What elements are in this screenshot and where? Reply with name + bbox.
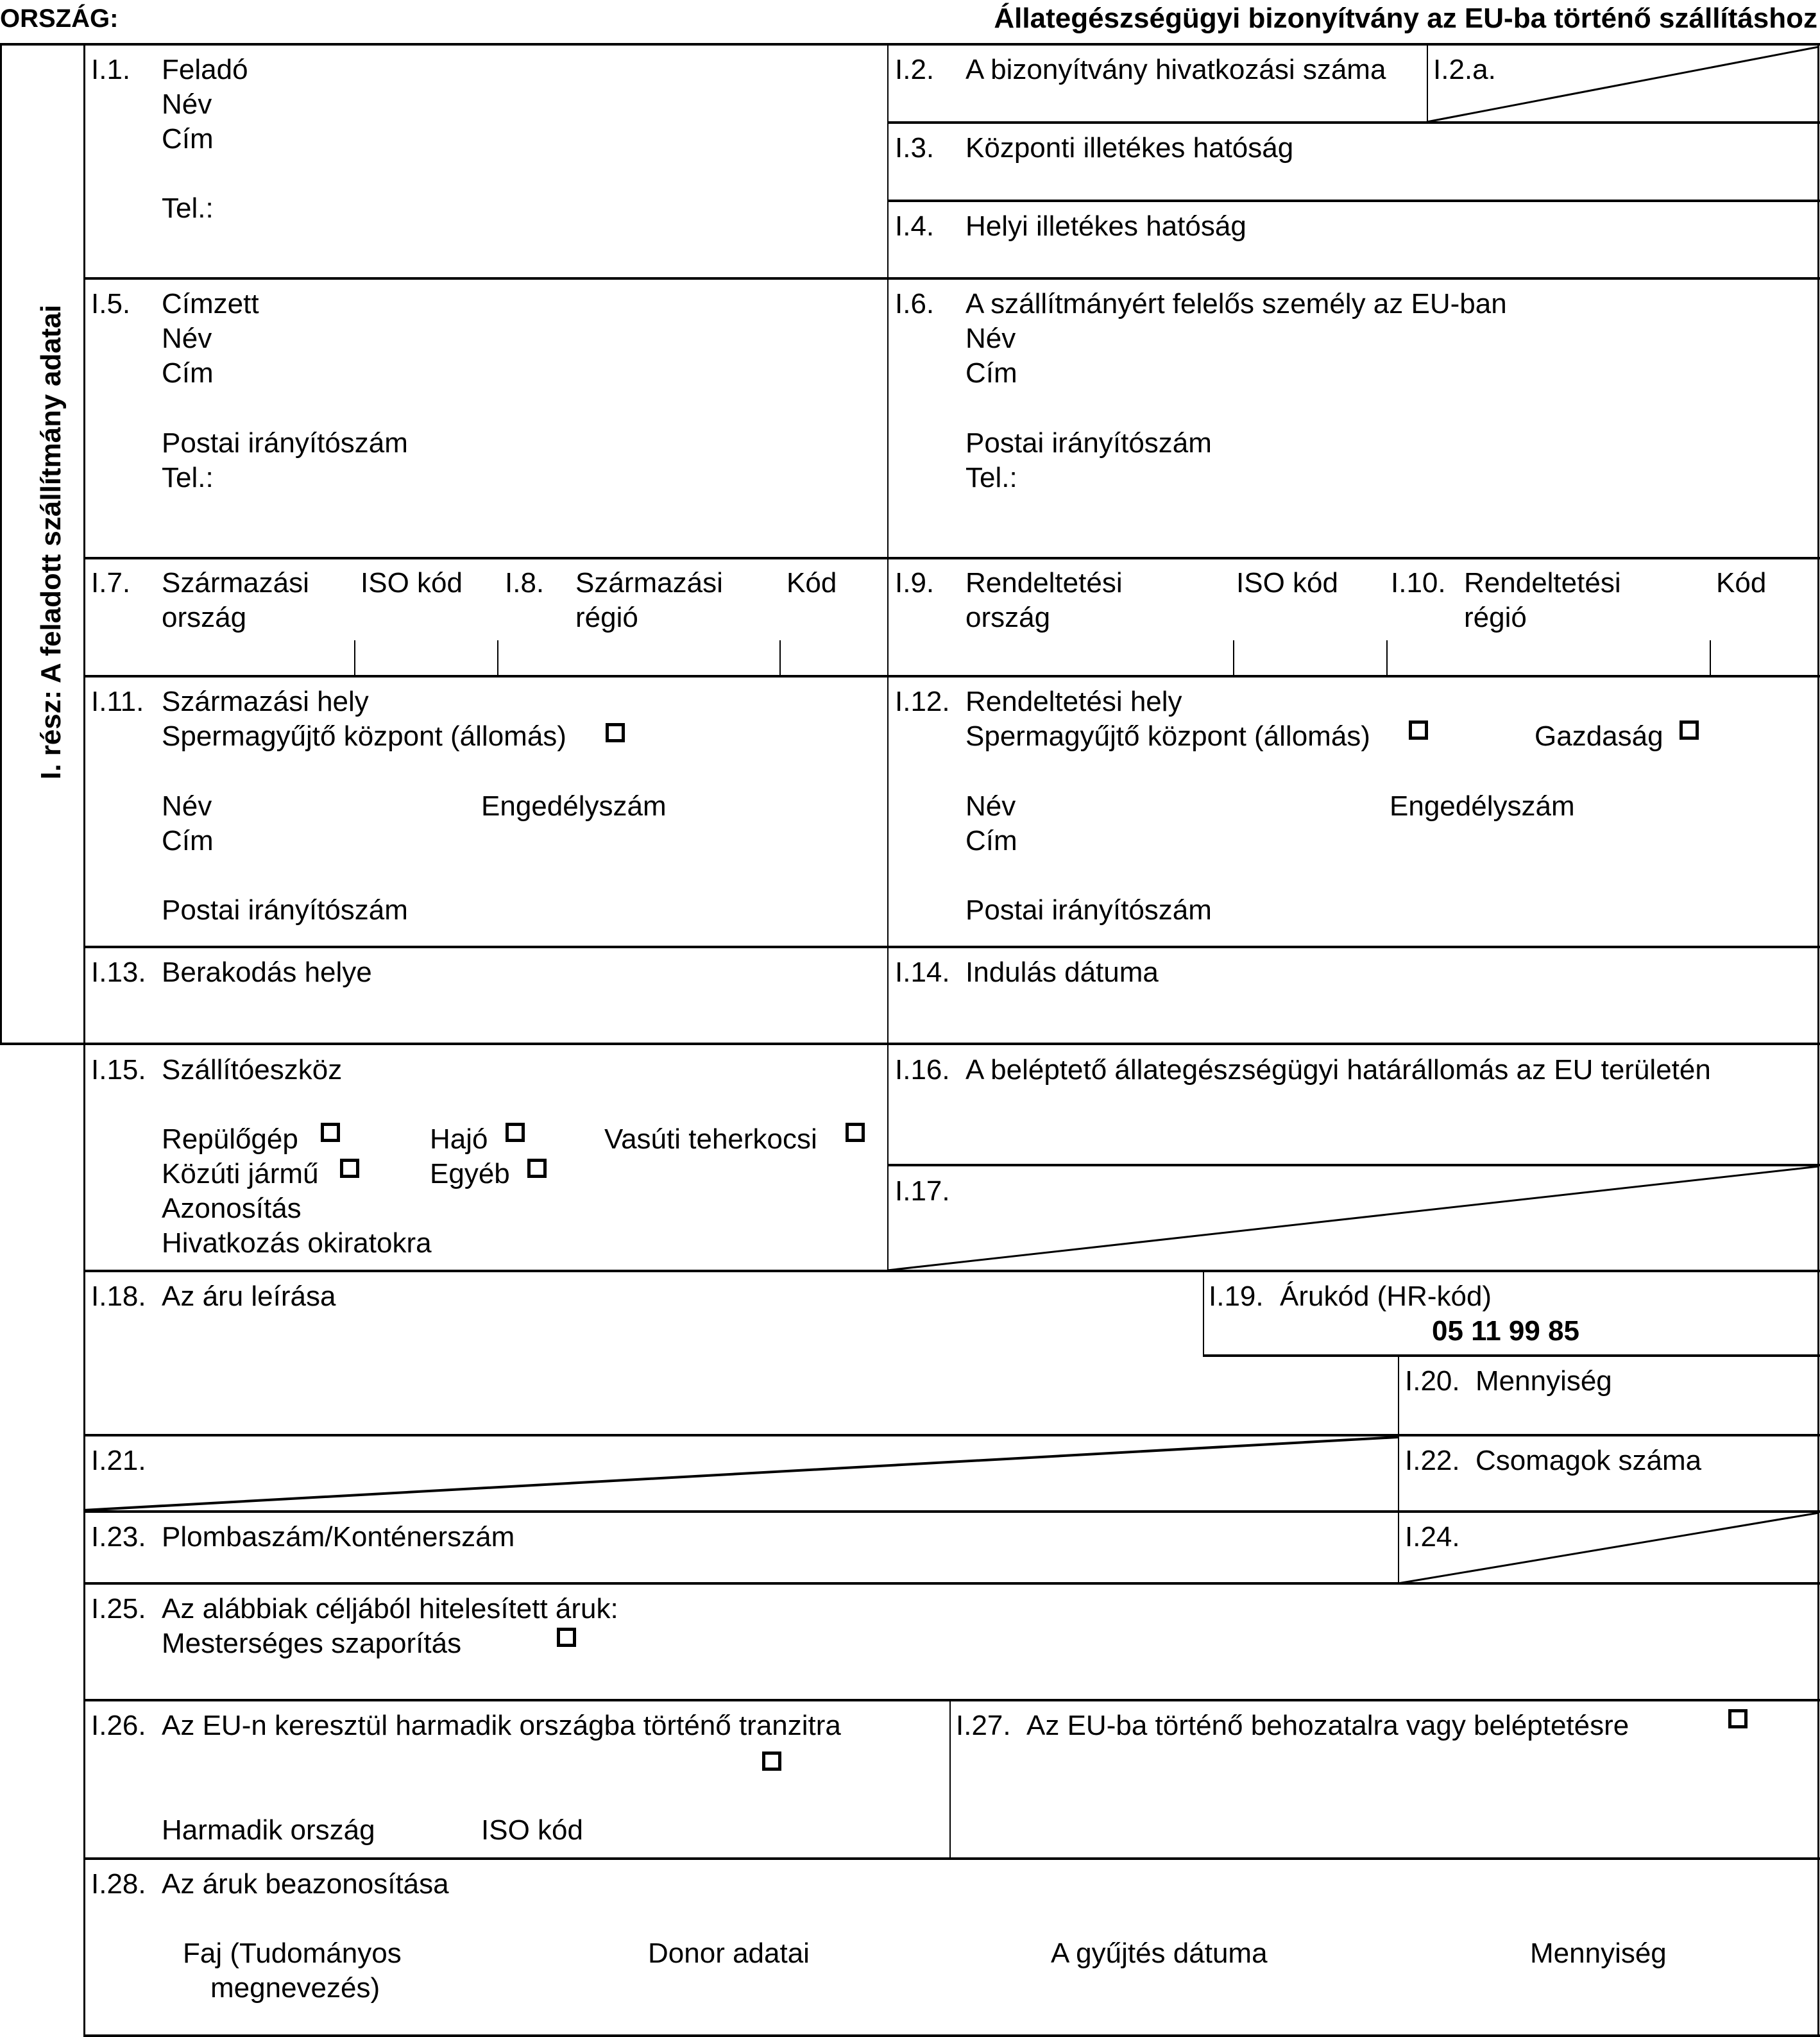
holding-checkbox[interactable] [1680,720,1699,740]
field-number: I.19. [1209,1281,1264,1312]
field-title-line2: ország [965,602,1051,633]
origin-name-label: Név [162,790,212,822]
field-title: Az EU-n keresztül harmadik országba történő tranzitra [162,1710,841,1741]
field-title: Rendeltetési [965,567,1123,599]
row-line-i18 [83,1270,1820,1272]
consignee-phone-label: Tel.: [162,462,214,493]
other-transport-checkbox[interactable] [527,1159,547,1178]
row-line-i15 [0,1043,1820,1045]
field-title: Származási hely [162,686,369,717]
i10-tick [1710,640,1711,676]
semen-centre-option-label: Spermagyűjtő központ (állomás) [162,720,566,752]
field-i21-number: I.21. [91,1445,146,1476]
column-header-quantity: Mennyiség [1530,1938,1667,1969]
consignor-address-label: Cím [162,123,214,155]
row-line-i4 [887,200,1820,202]
consignee-name-label: Név [162,323,212,354]
field-number: I.15. [91,1054,146,1086]
field-number: I.10. [1391,567,1446,599]
consignor-name-label: Név [162,89,212,120]
column-header-species: Faj (Tudományos [183,1938,402,1969]
row-line-i28 [83,1857,1820,1860]
field-number: I.23. [91,1521,146,1553]
field-title: A bizonyítvány hivatkozási száma [965,54,1386,85]
origin-postal-label: Postai irányítószám [162,894,408,926]
field-number: I.1. [91,54,131,85]
ship-checkbox[interactable] [506,1123,525,1142]
field-number: I.11. [91,686,144,717]
transit-checkbox[interactable] [762,1751,781,1771]
aeroplane-checkbox[interactable] [321,1123,340,1142]
semen-centre-checkbox[interactable] [606,723,625,742]
destination-postal-label: Postai irányítószám [965,894,1212,926]
field-title: A beléptető állategészségügyi határállomás az EU területén [965,1054,1711,1086]
right-outer-border [1817,43,1819,2037]
field-title: A szállítmányért felelős személy az EU-ban [965,288,1507,320]
i21-diagonal [83,1436,1398,1512]
responsible-phone-label: Tel.: [965,462,1017,493]
semen-centre-option-label: Spermagyűjtő központ (állomás) [965,720,1370,752]
field-number: I.4. [895,210,935,242]
aeroplane-option-label: Repülőgép [162,1123,298,1155]
field-title: Szállítóeszköz [162,1054,343,1086]
column-header-collection-date: A gyűjtés dátuma [1051,1938,1268,1969]
responsible-name-label: Név [965,323,1016,354]
field-title: Mennyiség [1476,1365,1612,1397]
code-label: Kód [787,567,837,599]
field-number: I.28. [91,1868,146,1900]
identification-label: Azonosítás [162,1193,302,1224]
documentary-references-label: Hivatkozás okiratokra [162,1227,432,1259]
field-title: Csomagok száma [1476,1445,1702,1476]
field-number: I.20. [1405,1365,1460,1397]
field-number: I.18. [91,1281,146,1312]
field-title: Az EU-ba történő behozatalra vagy beléptetésre [1026,1710,1629,1741]
field-number: I.26. [91,1710,146,1741]
field-title: Központi illetékes hatóság [965,132,1294,164]
i7-tick-1 [354,640,355,676]
i26-i27-divider [949,1699,951,1859]
field-title: Berakodás helye [162,957,372,988]
field-title: Feladó [162,54,248,85]
railway-checkbox[interactable] [846,1123,865,1142]
hs-code-value: 05 11 99 85 [1432,1315,1580,1347]
other-option-label: Egyéb [430,1158,510,1189]
field-number: I.22. [1405,1445,1460,1476]
i17-diagonal [887,1165,1819,1270]
field-title-line2: ország [162,602,247,633]
row-line-i25 [83,1582,1820,1585]
field-title: Rendeltetési hely [965,686,1182,717]
field-number: I.13. [91,957,146,988]
field-number: I.2. [895,54,935,85]
field-title: Helyi illetékes hatóság [965,210,1246,242]
i9-tick-2 [1386,640,1388,676]
field-title: Származási [575,567,723,599]
field-number: I.12. [895,686,950,717]
country-label: ORSZÁG: [0,4,119,33]
artificial-reproduction-checkbox[interactable] [557,1628,576,1647]
field-title: Az alábbiak céljából hitelesített áruk: [162,1593,618,1624]
responsible-address-label: Cím [965,357,1017,389]
code-label: Kód [1716,567,1767,599]
artificial-reproduction-label: Mesterséges szaporítás [162,1628,462,1659]
row-line-i11 [83,675,1820,678]
railway-option-label: Vasúti teherkocsi [604,1123,817,1155]
field-i2a-number: I.2.a. [1433,54,1496,85]
field-number: I.25. [91,1593,146,1624]
field-title: Címzett [162,288,259,320]
row-line-i20 [1203,1354,1820,1357]
consignee-postal-label: Postai irányítószám [162,427,408,459]
field-number: I.9. [895,567,935,599]
road-vehicle-checkbox[interactable] [340,1159,359,1178]
field-title-line2: régió [1464,602,1527,633]
field-number: I.16. [895,1054,950,1086]
field-title: Indulás dátuma [965,957,1159,988]
field-number: I.8. [505,567,545,599]
field-title: Rendeltetési [1464,567,1621,599]
field-i24-number: I.24. [1405,1521,1460,1553]
third-country-label: Harmadik ország [162,1814,375,1846]
row-line-i5 [83,277,1820,280]
origin-address-label: Cím [162,825,214,857]
field-title: Árukód (HR-kód) [1280,1281,1492,1312]
row-line-i13 [83,946,1820,948]
page-title: Állategészségügyi bizonyítvány az EU-ba történő szállításhoz [994,3,1817,34]
field-i17-number: I.17. [895,1175,950,1207]
road-vehicle-option-label: Közúti jármű [162,1158,319,1189]
responsible-postal-label: Postai irányítószám [965,427,1212,459]
i19-divider [1203,1270,1204,1356]
row-line-i26 [83,1699,1820,1701]
field-number: I.14. [895,957,950,988]
field-number: I.5. [91,288,131,320]
consignee-address-label: Cím [162,357,214,389]
field-title-line2: régió [575,602,638,633]
iso-code-label: ISO kód [1236,567,1338,599]
import-admission-checkbox[interactable] [1728,1709,1748,1728]
field-number: I.3. [895,132,935,164]
destination-name-label: Név [965,790,1016,822]
left-outer-border [0,43,2,1045]
field-number: I.6. [895,288,935,320]
row-line-i7 [83,557,1820,559]
table-bottom-border [83,2034,1820,2037]
side-column-border [83,43,85,2037]
column-header-species-line2: megnevezés) [210,1972,380,2004]
i7-tick-2 [497,640,498,676]
holding-option-label: Gazdaság [1535,720,1663,752]
iso-code-label: ISO kód [361,567,463,599]
middle-divider-upper [887,43,889,1272]
consignor-phone-label: Tel.: [162,192,214,224]
destination-permit-label: Engedélyszám [1390,790,1575,822]
field-number: I.27. [956,1710,1011,1741]
field-number: I.7. [91,567,131,599]
iso-code-label: ISO kód [481,1814,583,1846]
field-title: Származási [162,567,309,599]
field-title: Az áruk beazonosítása [162,1868,449,1900]
i8-tick [779,640,781,676]
part-one-side-label: I. rész: A feladott szállítmány adatai [35,304,67,780]
origin-permit-label: Engedélyszám [481,790,667,822]
destination-address-label: Cím [965,825,1017,857]
column-header-donor: Donor adatai [648,1938,810,1969]
i24-diagonal [1398,1512,1819,1583]
field-title: Az áru leírása [162,1281,336,1312]
semen-centre-checkbox[interactable] [1409,720,1428,740]
field-title: Plombaszám/Konténerszám [162,1521,515,1553]
i9-tick-1 [1233,640,1234,676]
ship-option-label: Hajó [430,1123,488,1155]
